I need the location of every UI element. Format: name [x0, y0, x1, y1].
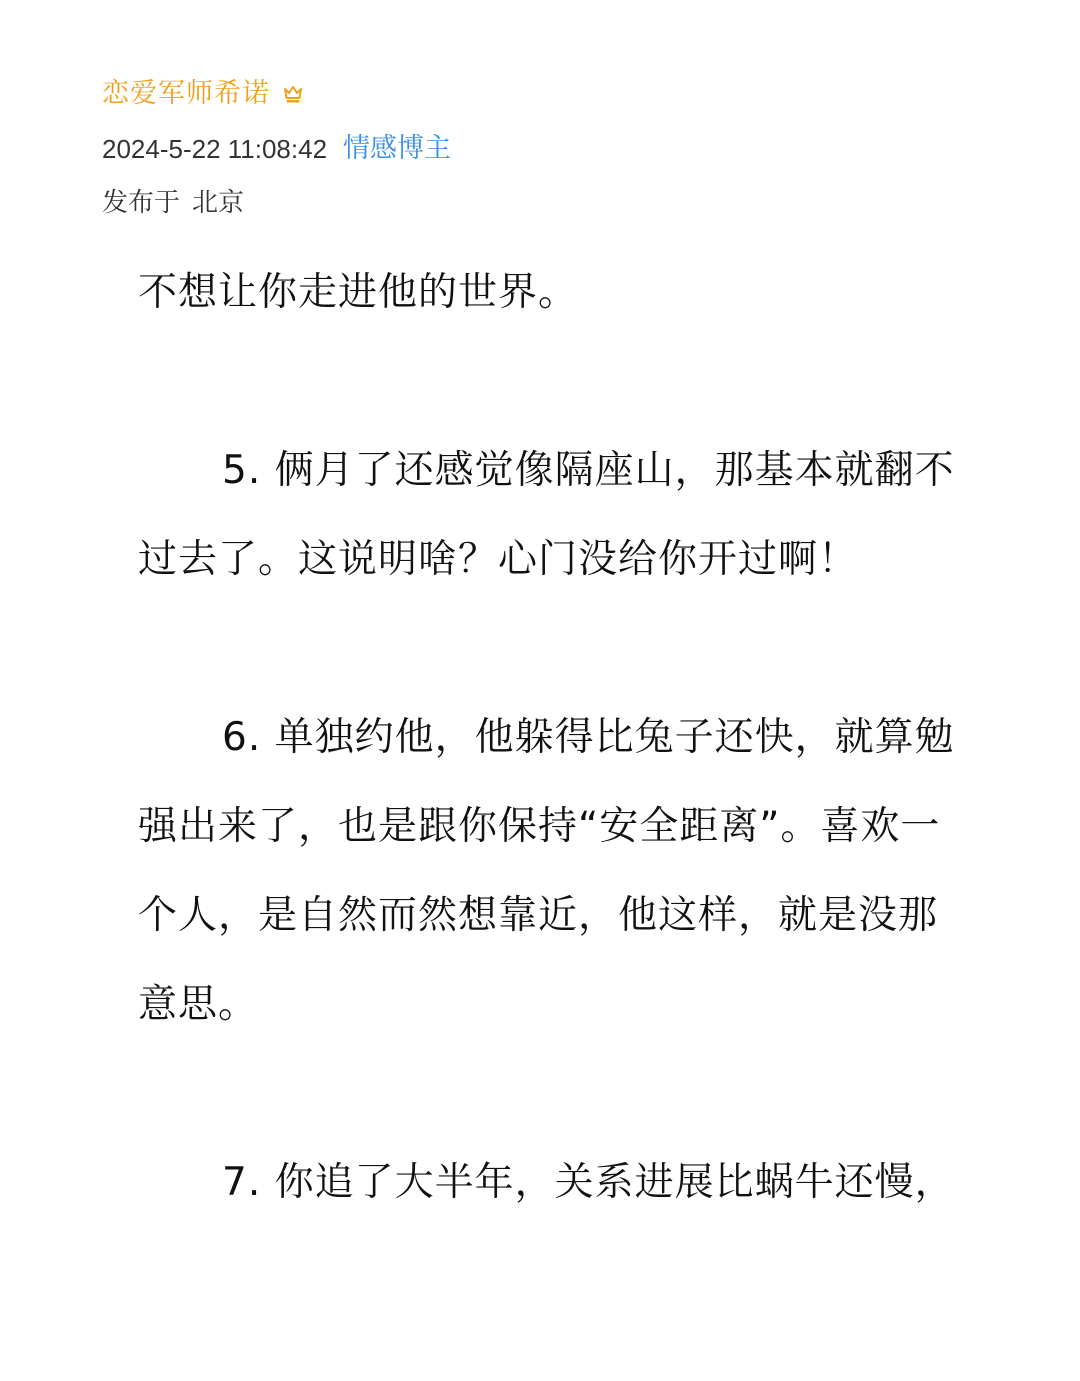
content-paragraph: 6. 单独约他，他躲得比兔子还快，就算勉强出来了，也是跟你保持“安全距离”。喜欢一个人，是自然而然想靠近，他这样，就是没那意思。 [138, 715, 955, 1027]
location-label: 发布于 [102, 188, 181, 218]
author-name[interactable]: 恋爱军师希诺 [102, 78, 270, 109]
author-row [102, 74, 982, 114]
crown-icon [282, 83, 304, 105]
post-header [102, 74, 982, 223]
meta-row [102, 129, 982, 169]
paragraph-gap [138, 604, 968, 693]
content-paragraph: 不想让你走进他的世界。 [138, 270, 579, 315]
content-paragraph: 7. 你追了大半年，关系进展比蜗牛还慢， [222, 1160, 955, 1205]
content-paragraph: 5. 俩月了还感觉像隔座山，那基本就翻不过去了。这说明啥？心门没给你开过啊！ [138, 448, 955, 582]
author-tag[interactable]: 情感博主 [343, 133, 452, 164]
location-row [102, 183, 982, 223]
paragraph-gap [138, 337, 968, 426]
paragraph-gap [138, 1049, 968, 1138]
post-timestamp: 2024-5-22 11:08:42 [102, 134, 328, 164]
post-content [138, 248, 968, 1227]
location-value: 北京 [192, 188, 245, 218]
